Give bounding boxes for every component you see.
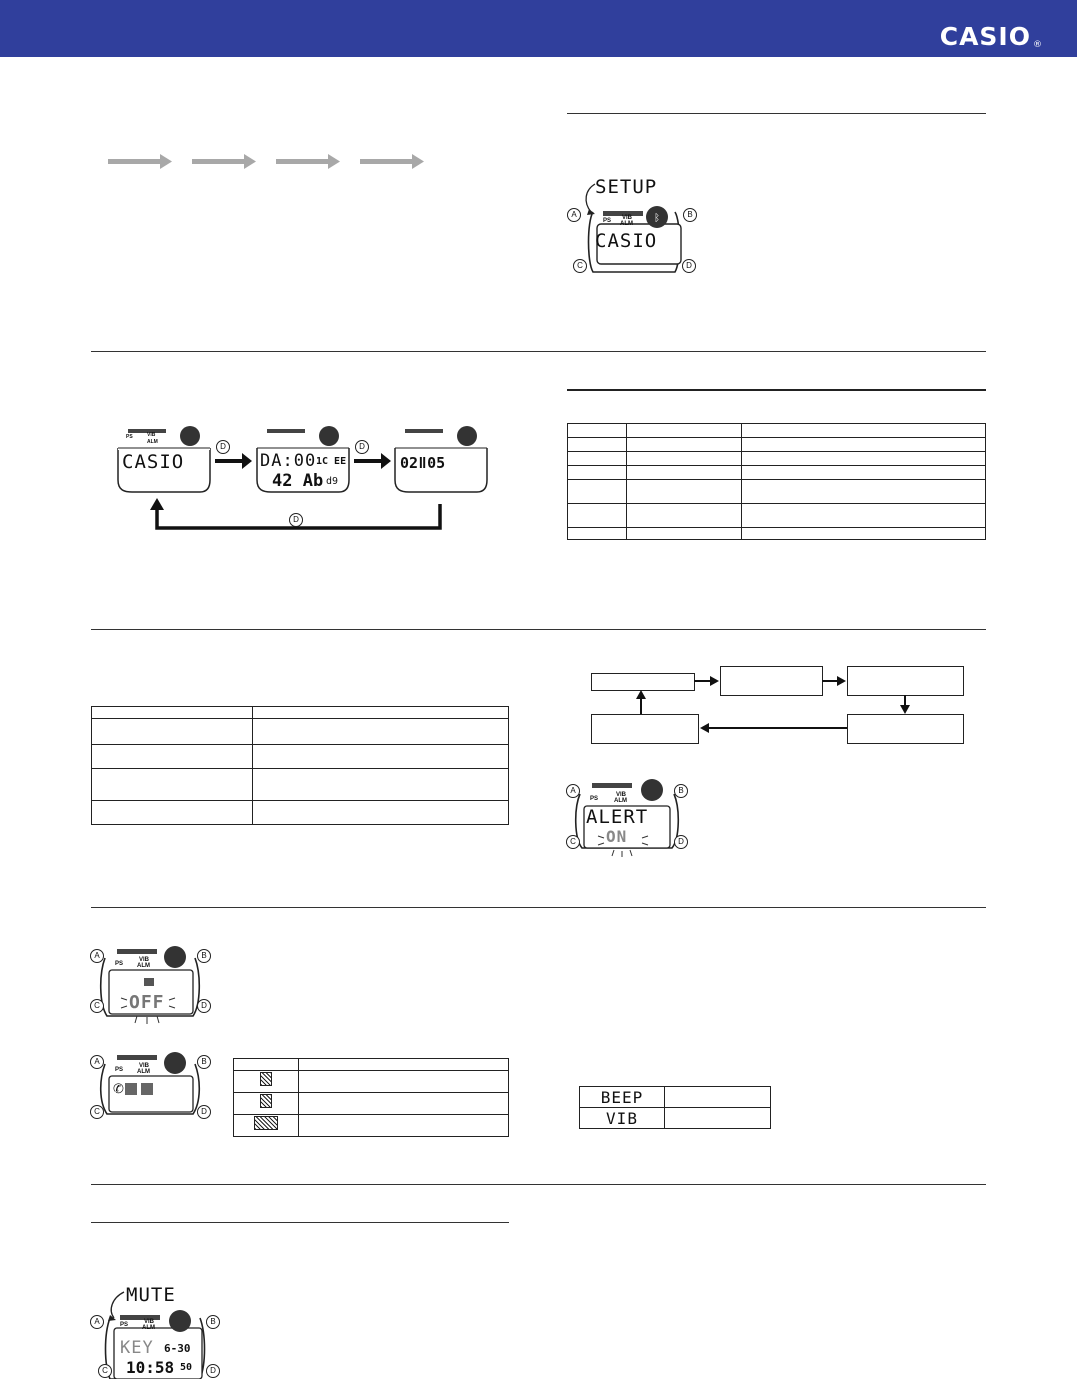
alm-indicator: ALM bbox=[614, 798, 627, 804]
alert-display: ALERT bbox=[586, 806, 649, 828]
alm-indicator: ALM bbox=[137, 963, 150, 969]
ps-indicator: PS bbox=[126, 434, 133, 440]
watch-alert-figure bbox=[564, 778, 694, 858]
mute-display: KEY bbox=[120, 1338, 154, 1358]
cycle-screen-2-small: 1C EE bbox=[316, 456, 347, 467]
alert-value: ON bbox=[606, 827, 628, 846]
settings-table bbox=[567, 423, 986, 540]
button-c: C bbox=[98, 1364, 112, 1378]
section-rule bbox=[91, 351, 986, 352]
notification-icon-1 bbox=[260, 1072, 272, 1086]
button-d: D bbox=[674, 835, 688, 849]
vib-indicator: VIB bbox=[144, 1319, 155, 1325]
setup-display: CASIO bbox=[595, 230, 658, 252]
mute-label: MUTE bbox=[126, 1284, 176, 1306]
registered-mark: ® bbox=[1033, 40, 1043, 50]
vib-indicator: VIB bbox=[616, 792, 627, 798]
ps-indicator: PS bbox=[603, 218, 612, 224]
beep-vib-table bbox=[579, 1086, 771, 1129]
flow-arrows bbox=[585, 660, 975, 750]
button-b: B bbox=[206, 1315, 220, 1329]
watch-case-outline bbox=[89, 1050, 214, 1122]
button-a: A bbox=[566, 784, 580, 798]
section-rule bbox=[567, 389, 986, 391]
button-d: D bbox=[197, 1105, 211, 1119]
display-cycle-figure bbox=[110, 420, 510, 545]
alm-indicator: ALM bbox=[620, 221, 633, 227]
button-d: D bbox=[289, 513, 303, 527]
button-d: D bbox=[206, 1364, 220, 1378]
brand-text: CASIO bbox=[939, 22, 1031, 51]
seconds-display: 50 bbox=[180, 1362, 193, 1373]
ps-indicator: PS bbox=[120, 1322, 129, 1328]
button-d: D bbox=[216, 440, 230, 454]
vib-cell: VIB bbox=[580, 1108, 665, 1129]
button-b: B bbox=[197, 949, 211, 963]
ps-indicator: PS bbox=[115, 1067, 124, 1073]
button-c: C bbox=[573, 259, 587, 273]
casio-logo bbox=[940, 22, 1043, 51]
section-rule bbox=[91, 629, 986, 630]
button-a: A bbox=[567, 208, 581, 222]
vib-indicator: VIB bbox=[139, 1063, 150, 1069]
vib-indicator: VIB bbox=[139, 957, 150, 963]
ps-indicator: PS bbox=[115, 961, 124, 967]
watch-icons-figure bbox=[89, 1050, 214, 1122]
cycle-screen-2-bottom: 42 Ab bbox=[272, 471, 324, 491]
header-bar bbox=[0, 0, 1077, 57]
button-a: A bbox=[90, 1055, 104, 1069]
section-rule bbox=[91, 907, 986, 908]
svg-text:ᛒ: ᛒ bbox=[654, 213, 660, 224]
button-b: B bbox=[674, 784, 688, 798]
phone-icon: ✆ bbox=[113, 1081, 124, 1096]
date-display: 6-30 bbox=[164, 1342, 191, 1355]
gray-arrow-sequence bbox=[100, 150, 430, 174]
cycle-screen-2-top: DA:00 bbox=[260, 451, 317, 471]
alm-indicator: ALM bbox=[137, 1069, 150, 1075]
button-c: C bbox=[90, 1105, 104, 1119]
section-rule bbox=[567, 113, 986, 114]
button-a: A bbox=[90, 949, 104, 963]
vib-indicator: VIB bbox=[622, 215, 633, 221]
setup-label: SETUP bbox=[595, 176, 658, 198]
alm-indicator: ALM bbox=[147, 439, 158, 445]
time-display: 10:58 bbox=[126, 1358, 175, 1377]
alm-indicator: ALM bbox=[142, 1325, 155, 1331]
button-d: D bbox=[197, 999, 211, 1013]
watch-case-outline bbox=[89, 944, 214, 1026]
button-d: D bbox=[355, 440, 369, 454]
off-display: OFF bbox=[129, 992, 165, 1013]
mode-table bbox=[91, 706, 509, 825]
button-c: C bbox=[566, 835, 580, 849]
button-d: D bbox=[682, 259, 696, 273]
cycle-screen-3: 02ǁ05 bbox=[400, 454, 446, 472]
notification-icon-both bbox=[254, 1116, 278, 1130]
button-b: B bbox=[683, 208, 697, 222]
cycle-screen-2-tiny: d9 bbox=[326, 476, 339, 487]
ps-indicator: PS bbox=[590, 796, 599, 802]
beep-cell: BEEP bbox=[580, 1087, 665, 1108]
button-b: B bbox=[197, 1055, 211, 1069]
button-a: A bbox=[90, 1315, 104, 1329]
watch-setup-figure bbox=[565, 172, 700, 282]
vib-indicator: VIB bbox=[147, 432, 156, 438]
watch-off-figure bbox=[89, 944, 214, 1026]
notification-icon-2 bbox=[260, 1094, 272, 1108]
section-rule bbox=[91, 1184, 986, 1185]
watch-mute-figure bbox=[88, 1284, 223, 1379]
cycle-screen-1: CASIO bbox=[122, 451, 185, 473]
icon-table bbox=[233, 1058, 509, 1137]
section-rule bbox=[91, 1222, 509, 1223]
button-c: C bbox=[90, 999, 104, 1013]
